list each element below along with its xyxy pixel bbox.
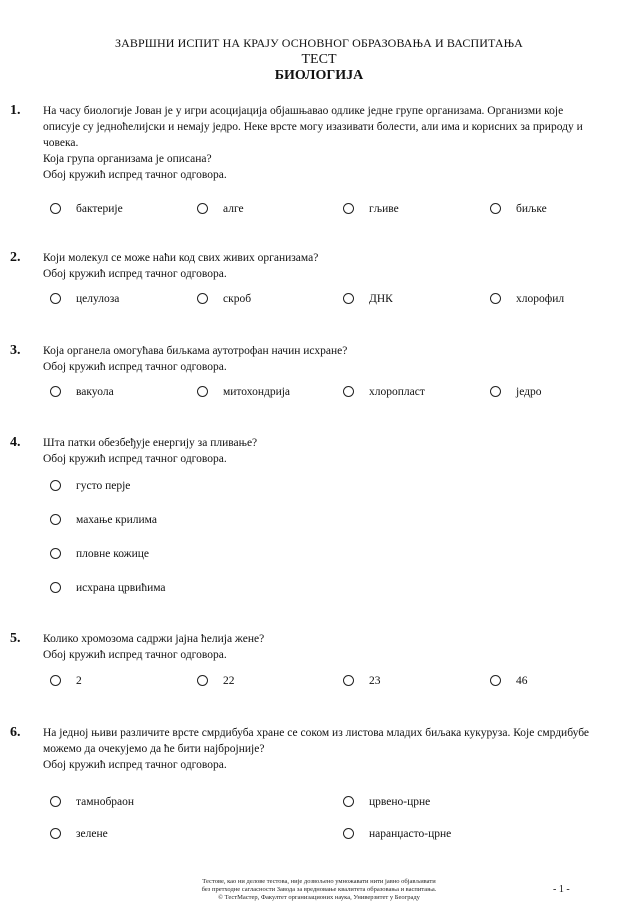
question-line: описује су једноћелијски и немају једро. Неке врсте могу изазивати болести, али има и корисних за природу и [43,121,583,133]
answer-circle-icon[interactable] [50,582,61,593]
question-line: можемо да очекујемо да ће бити најбројније? [43,743,265,755]
option-label: скроб [223,293,252,305]
answer-circle-icon[interactable] [343,675,354,686]
option-label: хлорофил [516,293,565,305]
answer-circle-icon[interactable] [343,293,354,304]
question-text [43,631,613,663]
option-label: црвено-црне [369,796,431,808]
answer-circle-icon[interactable] [50,675,61,686]
question-line: Који молекул се може наћи код свих живих организама? [43,252,319,264]
question-line: Која група организама је описана? [43,153,212,165]
answer-circle-icon[interactable] [50,386,61,397]
option-label: биљке [516,203,547,215]
question-number: 5. [10,631,21,646]
test-label: ТЕСТ [301,52,337,67]
exam-title: ЗАВРШНИ ИСПИТ НА КРАЈУ ОСНОВНОГ ОБРАЗОВАЊА И ВАСПИТАЊА [115,36,523,50]
option-label: 46 [516,675,528,687]
option-label: вакуола [76,386,114,398]
option-label: тамнобраон [76,796,135,808]
answer-circle-icon[interactable] [50,796,61,807]
option-label: хлоропласт [369,386,425,398]
question-number: 2. [10,250,21,265]
answer-circle-icon[interactable] [343,796,354,807]
answer-circle-icon[interactable] [197,293,208,304]
option-label: алге [223,203,244,215]
option-label: бактерије [76,203,123,215]
question-line: На једној њиви различите врсте смрдибуба хране се соком из листова младих биљака кукуруза. Које смрдибубе [43,727,590,739]
question-number: 4. [10,435,21,450]
option-label: целулоза [76,293,120,305]
option-label: митохондрија [223,386,291,398]
answer-circle-icon[interactable] [343,828,354,839]
question-line: Која органела омогућава биљкама аутотрофан начин исхране? [43,345,348,357]
answer-circle-icon[interactable] [50,828,61,839]
question-line: Обој кружић испред тачног одговора. [43,268,227,280]
question-line: човека. [43,137,79,149]
answer-circle-icon[interactable] [197,203,208,214]
copyright-footer [0,878,638,902]
option-label: пловне кожице [76,548,150,560]
answer-circle-icon[interactable] [490,386,501,397]
option-label: исхрана црвићима [76,582,166,594]
option-label: 22 [223,675,235,687]
option-label: густо перје [76,480,131,492]
answer-circle-icon[interactable] [50,548,61,559]
question-line: На часу биологије Јован је у игри асоцијација објашњавао одлике једне групе организама. Организми које [43,105,564,117]
question-text [43,103,613,183]
answer-circle-icon[interactable] [197,386,208,397]
question-number: 3. [10,343,21,358]
question-line: Обој кружић испред тачног одговора. [43,649,227,661]
answer-circle-icon[interactable] [50,203,61,214]
question-number: 6. [10,725,21,740]
question-text [43,343,613,375]
question-text [43,435,613,467]
question-line: Обој кружић испред тачног одговора. [43,759,227,771]
answer-circle-icon[interactable] [343,203,354,214]
question-text [43,250,613,282]
footer-line: © ТестМастер, Факултет организационих наука, Универзитет у Београду [218,894,420,901]
question-line: Шта патки обезбеђује енергију за пливање? [43,437,258,449]
question-number: 1. [10,103,21,118]
question-line: Обој кружић испред тачног одговора. [43,361,227,373]
option-label: 2 [76,675,82,687]
answer-circle-icon[interactable] [490,203,501,214]
answer-circle-icon[interactable] [343,386,354,397]
question-line: Обој кружић испред тачног одговора. [43,453,227,465]
subject-title: БИОЛОГИЈА [274,68,364,83]
answer-circle-icon[interactable] [50,514,61,525]
option-label: махање крилима [76,514,157,526]
question-line: Колико хромозома садржи јајна ћелија жене? [43,633,265,645]
option-label: наранџасто-црне [369,828,452,840]
page-number: - 1 - [553,884,570,895]
option-label: једро [516,386,542,398]
footer-line: без претходне сагласности Завода за вредновање квалитета образовања и васпитања. [201,886,437,893]
option-label: 23 [369,675,381,687]
option-label: зелене [76,828,108,840]
footer-line: Тестове, као ни делове тестова, није дозвољено умножавати нити јавно објављивати [202,878,436,885]
answer-circle-icon[interactable] [490,293,501,304]
option-label: ДНК [369,293,393,305]
answer-circle-icon[interactable] [50,480,61,491]
question-text [43,725,613,773]
option-label: гљиве [369,203,399,215]
answer-circle-icon[interactable] [197,675,208,686]
question-line: Обој кружић испред тачног одговора. [43,169,227,181]
answer-circle-icon[interactable] [490,675,501,686]
answer-circle-icon[interactable] [50,293,61,304]
